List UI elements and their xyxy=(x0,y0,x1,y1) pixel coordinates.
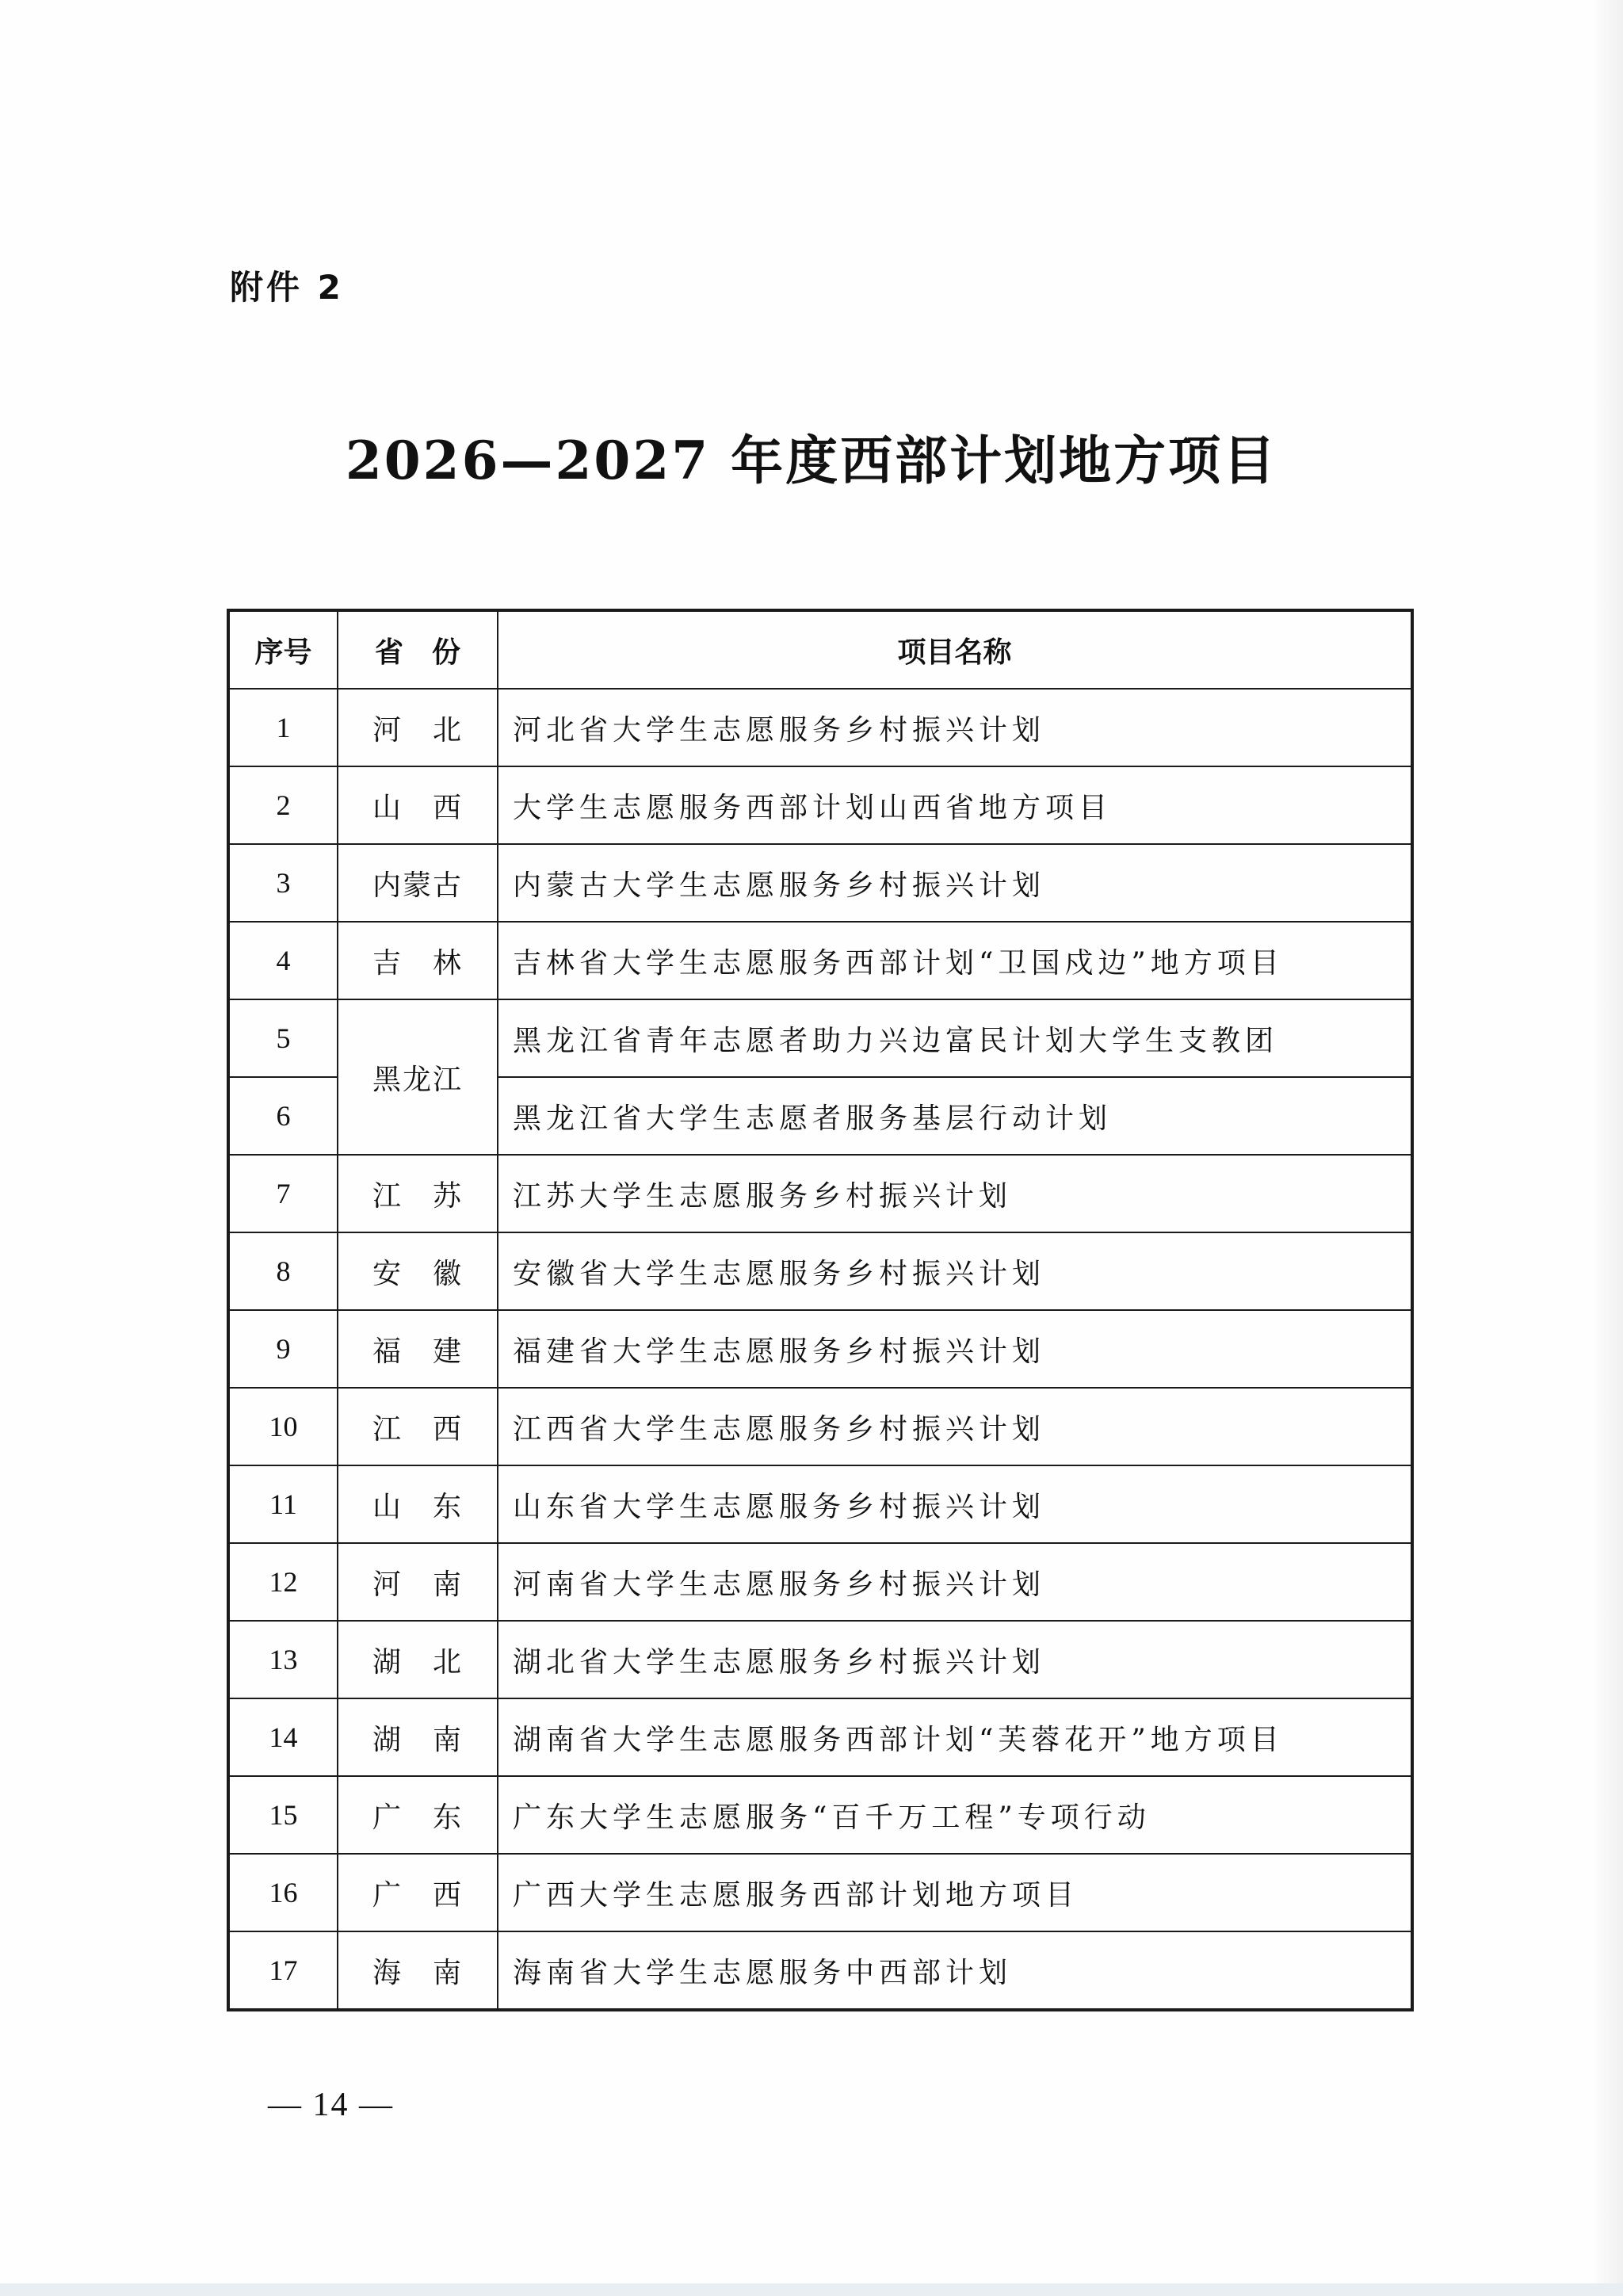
row-province: 湖 北 xyxy=(338,1621,498,1698)
row-project-name: 海南省大学生志愿服务中西部计划 xyxy=(498,1931,1412,2010)
row-project-name: 内蒙古大学生志愿服务乡村振兴计划 xyxy=(498,844,1412,922)
row-project-name: 河南省大学生志愿服务乡村振兴计划 xyxy=(498,1543,1412,1621)
page-number: — 14 — xyxy=(268,2087,394,2123)
row-province: 内蒙古 xyxy=(338,844,498,922)
table-row xyxy=(228,1388,1412,1465)
row-number: 16 xyxy=(228,1854,338,1931)
row-number: 7 xyxy=(228,1155,338,1232)
row-province: 黑龙江 xyxy=(338,999,498,1155)
row-number: 10 xyxy=(228,1388,338,1465)
row-province: 江 苏 xyxy=(338,1155,498,1232)
row-number: 8 xyxy=(228,1232,338,1310)
table-row xyxy=(228,1543,1412,1621)
table-row xyxy=(228,689,1412,766)
row-province: 山 东 xyxy=(338,1465,498,1543)
row-project-name: 山东省大学生志愿服务乡村振兴计划 xyxy=(498,1465,1412,1543)
row-number: 6 xyxy=(228,1077,338,1155)
row-project-name: 广西大学生志愿服务西部计划地方项目 xyxy=(498,1854,1412,1931)
row-number: 15 xyxy=(228,1776,338,1854)
row-project-name: 广东大学生志愿服务“百千万工程”专项行动 xyxy=(498,1776,1412,1854)
row-project-name: 黑龙江省大学生志愿者服务基层行动计划 xyxy=(498,1077,1412,1155)
table-row xyxy=(228,1232,1412,1310)
row-province: 湖 南 xyxy=(338,1698,498,1776)
row-province: 广 西 xyxy=(338,1854,498,1931)
table-header-row xyxy=(228,610,1412,689)
table-row xyxy=(228,1621,1412,1698)
row-number: 2 xyxy=(228,766,338,844)
table-row xyxy=(228,1698,1412,1776)
table-row xyxy=(228,1776,1412,1854)
row-number: 5 xyxy=(228,999,338,1077)
row-province: 福 建 xyxy=(338,1310,498,1388)
row-province: 山 西 xyxy=(338,766,498,844)
row-number: 13 xyxy=(228,1621,338,1698)
row-project-name: 湖北省大学生志愿服务乡村振兴计划 xyxy=(498,1621,1412,1698)
column-header-no: 序号 xyxy=(228,610,338,689)
table-row xyxy=(228,922,1412,999)
row-number: 9 xyxy=(228,1310,338,1388)
row-project-name: 江苏大学生志愿服务乡村振兴计划 xyxy=(498,1155,1412,1232)
row-project-name: 大学生志愿服务西部计划山西省地方项目 xyxy=(498,766,1412,844)
table-row xyxy=(228,1310,1412,1388)
row-project-name: 福建省大学生志愿服务乡村振兴计划 xyxy=(498,1310,1412,1388)
row-number: 4 xyxy=(228,922,338,999)
row-province: 江 西 xyxy=(338,1388,498,1465)
row-number: 3 xyxy=(228,844,338,922)
attachment-label: 附件 2 xyxy=(230,268,344,307)
table-row xyxy=(228,1465,1412,1543)
page-title: 2026—2027 年度西部计划地方项目 xyxy=(345,430,1278,491)
row-province: 吉 林 xyxy=(338,922,498,999)
row-number: 14 xyxy=(228,1698,338,1776)
row-number: 12 xyxy=(228,1543,338,1621)
table-row xyxy=(228,1155,1412,1232)
project-table xyxy=(227,609,1414,2011)
row-province: 河 北 xyxy=(338,689,498,766)
row-project-name: 安徽省大学生志愿服务乡村振兴计划 xyxy=(498,1232,1412,1310)
row-number: 11 xyxy=(228,1465,338,1543)
row-number: 17 xyxy=(228,1931,338,2010)
row-project-name: 江西省大学生志愿服务乡村振兴计划 xyxy=(498,1388,1412,1465)
row-project-name: 吉林省大学生志愿服务西部计划“卫国戍边”地方项目 xyxy=(498,922,1412,999)
row-province: 河 南 xyxy=(338,1543,498,1621)
table-row xyxy=(228,1854,1412,1931)
row-project-name: 湖南省大学生志愿服务西部计划“芙蓉花开”地方项目 xyxy=(498,1698,1412,1776)
row-project-name: 河北省大学生志愿服务乡村振兴计划 xyxy=(498,689,1412,766)
scan-bottom-edge xyxy=(0,2283,1623,2296)
table-row xyxy=(228,844,1412,922)
table-row xyxy=(228,766,1412,844)
row-number: 1 xyxy=(228,689,338,766)
table-row xyxy=(228,999,1412,1077)
column-header-project-name: 项目名称 xyxy=(498,610,1412,689)
scan-edge-shadow xyxy=(1591,0,1623,2296)
row-province: 海 南 xyxy=(338,1931,498,2010)
row-province: 广 东 xyxy=(338,1776,498,1854)
column-header-province: 省 份 xyxy=(338,610,498,689)
row-province: 安 徽 xyxy=(338,1232,498,1310)
row-project-name: 黑龙江省青年志愿者助力兴边富民计划大学生支教团 xyxy=(498,999,1412,1077)
table-row xyxy=(228,1931,1412,2010)
